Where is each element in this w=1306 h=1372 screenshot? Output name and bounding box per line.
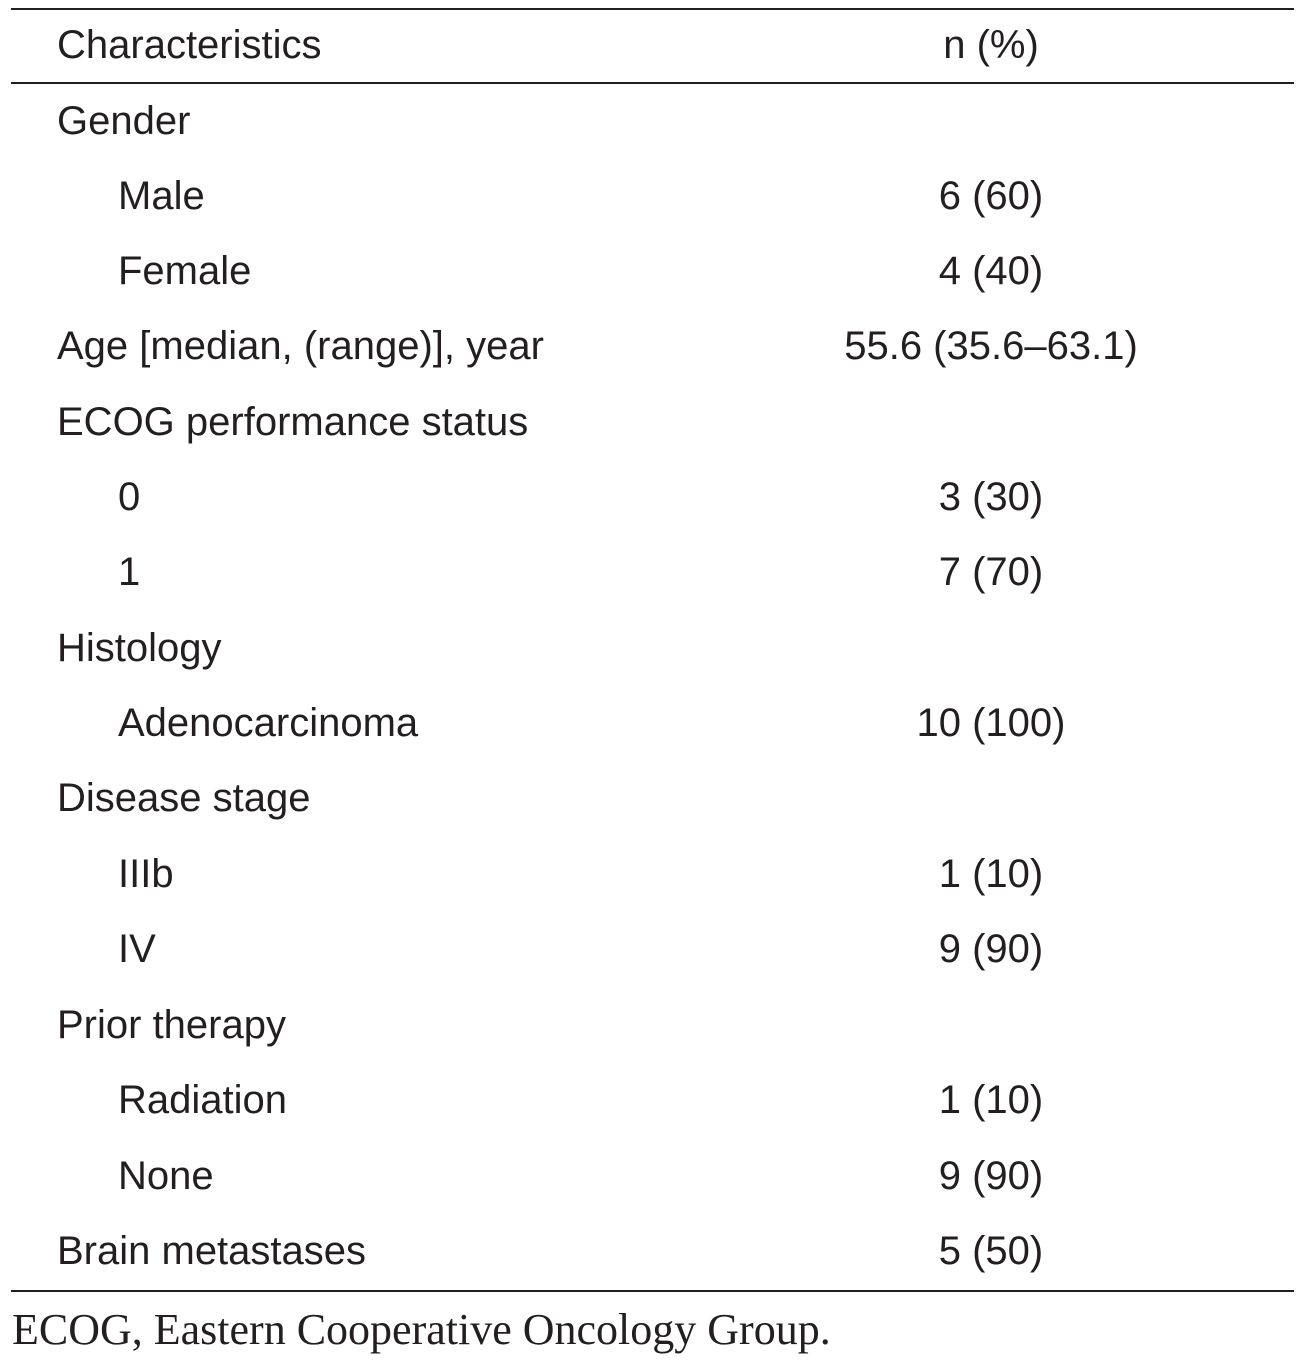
- row-value: 3 (30): [938, 475, 1044, 519]
- row-label: IIIb: [118, 852, 174, 896]
- row-value: 4 (40): [938, 249, 1044, 293]
- table-row: [11, 1139, 1294, 1214]
- row-value: 9 (90): [938, 1154, 1044, 1198]
- row-value: [791, 84, 1191, 159]
- table-row: [11, 385, 1294, 460]
- table-bottom-rule: [11, 1290, 1294, 1292]
- table-footnote: ECOG, Eastern Cooperative Oncology Group.: [12, 1305, 831, 1354]
- table-row: [11, 761, 1294, 836]
- row-value: [791, 761, 1191, 836]
- row-value: [791, 385, 1191, 460]
- header-characteristics: Characteristics: [57, 23, 322, 67]
- row-value: 9 (90): [938, 927, 1044, 971]
- row-label: Male: [118, 174, 205, 218]
- row-value: 55.6 (35.6–63.1): [844, 324, 1138, 368]
- table-row: [11, 1063, 1294, 1138]
- table-row: [11, 159, 1294, 234]
- row-label: Age [median, (range)], year: [57, 324, 544, 368]
- row-value: [791, 988, 1191, 1063]
- table-row: [11, 84, 1294, 159]
- row-label: Prior therapy: [57, 1003, 286, 1047]
- table-row: [11, 686, 1294, 761]
- table-row: [11, 535, 1294, 610]
- row-label: Female: [118, 249, 252, 293]
- table-row: [11, 988, 1294, 1063]
- row-label: None: [118, 1154, 214, 1198]
- row-value: 10 (100): [916, 701, 1066, 745]
- row-label: Brain metastases: [57, 1229, 367, 1273]
- row-label: Disease stage: [57, 776, 311, 820]
- header-n-percent: n (%): [943, 23, 1039, 67]
- row-label: Radiation: [118, 1078, 288, 1122]
- table-row: [11, 1214, 1294, 1289]
- table-header-row: [11, 8, 1294, 83]
- table-row: [11, 912, 1294, 987]
- row-value: 5 (50): [938, 1229, 1044, 1273]
- table-row: [11, 460, 1294, 535]
- row-value: 7 (70): [938, 550, 1044, 594]
- row-value: [791, 611, 1191, 686]
- table-row: [11, 837, 1294, 912]
- table-row: [11, 234, 1294, 309]
- table-row: [11, 611, 1294, 686]
- row-value: 6 (60): [938, 174, 1044, 218]
- row-value: 1 (10): [938, 1078, 1044, 1122]
- row-label: ECOG performance status: [57, 400, 529, 444]
- table-row: [11, 309, 1294, 384]
- row-label: Adenocarcinoma: [118, 701, 419, 745]
- row-value: 1 (10): [938, 852, 1044, 896]
- row-label: Gender: [57, 99, 191, 143]
- row-label: 1: [118, 550, 141, 594]
- row-label: IV: [118, 927, 156, 971]
- row-label: 0: [118, 475, 141, 519]
- row-label: Histology: [57, 626, 222, 670]
